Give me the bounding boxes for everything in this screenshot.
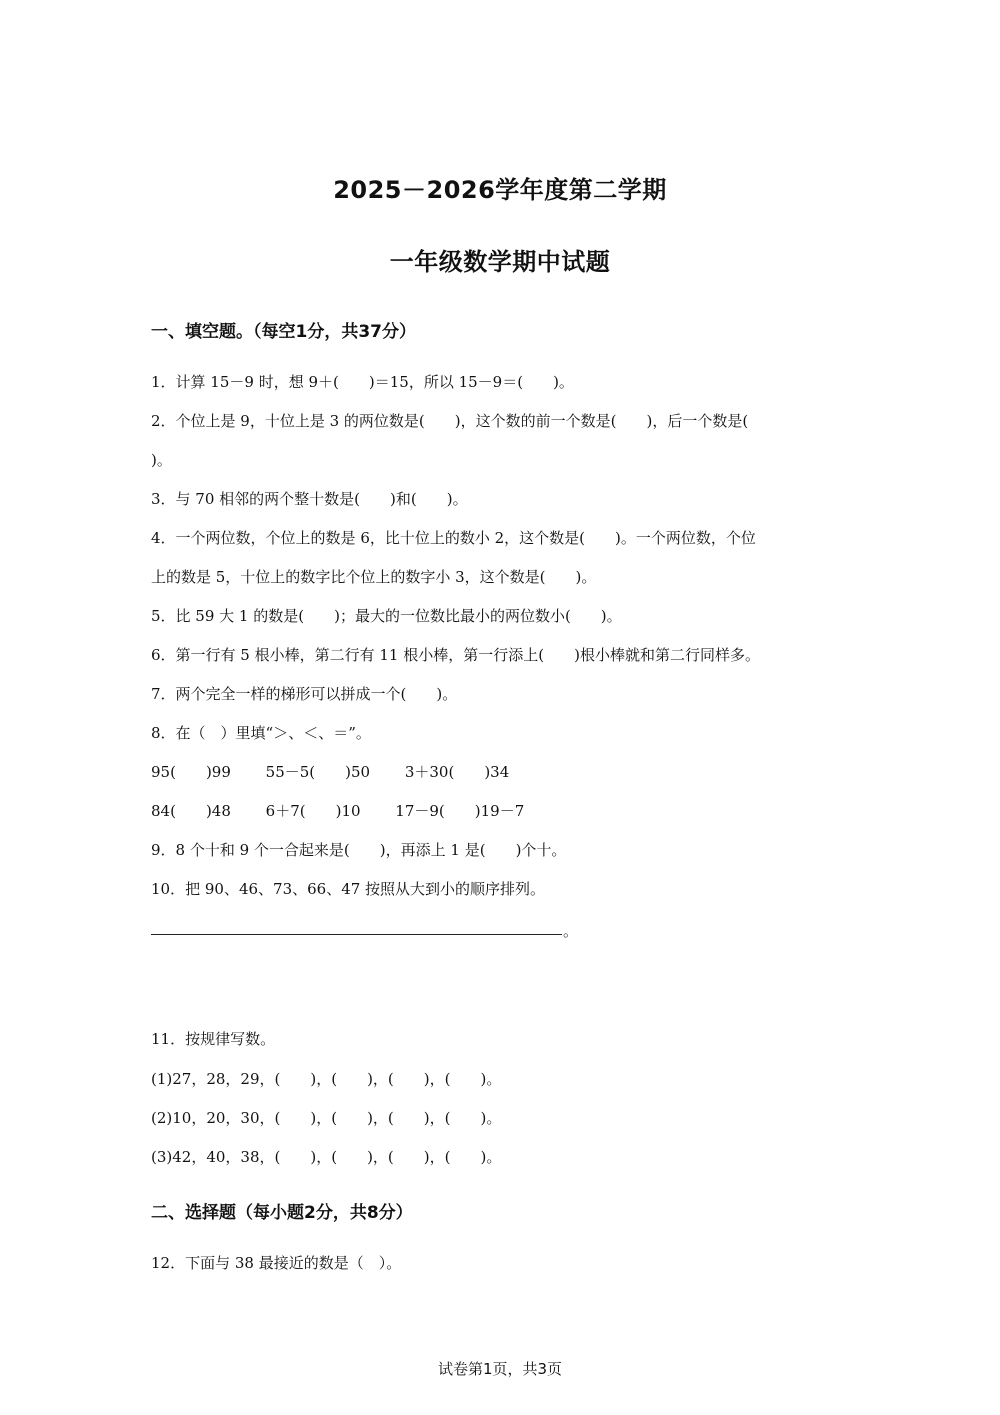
question-10: 10．把 90、46、73、66、47 按照从大到小的顺序排列。 xyxy=(151,880,546,898)
question-8: 8．在（ ）里填“＞、＜、＝”。 xyxy=(151,724,371,742)
question-11: 11．按规律写数。 xyxy=(151,1030,276,1048)
section-choice-heading: 二、选择题（每小题2分，共8分） xyxy=(151,1203,413,1223)
question-2-continued: )。 xyxy=(151,451,172,469)
question-8-row-1: 95( )99 55－5( )50 3＋30( )34 xyxy=(151,763,510,781)
exam-title-subject: 一年级数学期中试题 xyxy=(389,248,611,276)
question-7: 7．两个完全一样的梯形可以拼成一个( )。 xyxy=(151,685,458,703)
question-3: 3．与 70 相邻的两个整十数是( )和( )。 xyxy=(151,490,468,508)
question-11-part-3: (3)42，40，38，( )，( )，( )，( )。 xyxy=(151,1148,502,1166)
question-11-part-2: (2)10，20，30，( )，( )，( )，( )。 xyxy=(151,1109,502,1127)
section-fill-in-heading: 一、填空题。（每空1分，共37分） xyxy=(151,322,416,342)
question-4-continued: 上的数是 5，十位上的数字比个位上的数字小 3，这个数是( )。 xyxy=(151,568,597,586)
question-11-part-1: (1)27，28，29，( )，( )，( )，( )。 xyxy=(151,1070,502,1088)
answer-blank-line xyxy=(151,934,562,935)
exam-title-term: 2025－2026学年度第二学期 xyxy=(333,176,667,204)
question-8-row-2: 84( )48 6＋7( )10 17－9( )19－7 xyxy=(151,802,525,820)
page-footer: 试卷第1页，共3页 xyxy=(437,1360,563,1378)
question-1: 1．计算 15－9 时，想 9＋( )＝15，所以 15－9＝( )。 xyxy=(151,373,574,391)
question-9: 9．8 个十和 9 个一合起来是( )，再添上 1 是( )个十。 xyxy=(151,841,567,859)
question-5: 5．比 59 大 1 的数是( )；最大的一位数比最小的两位数小( )。 xyxy=(151,607,622,625)
question-4: 4．一个两位数，个位上的数是 6，比十位上的数小 2，这个数是( )。一个两位数，个位 xyxy=(151,529,756,547)
question-12: 12．下面与 38 最接近的数是（ ）。 xyxy=(151,1254,402,1272)
question-2: 2．个位上是 9，十位上是 3 的两位数是( )，这个数的前一个数是( )，后一个数是( xyxy=(151,412,749,430)
question-6: 6．第一行有 5 根小棒，第二行有 11 根小棒，第一行添上( )根小棒就和第二行同样多。 xyxy=(151,646,760,664)
answer-blank-period: 。 xyxy=(563,922,579,940)
